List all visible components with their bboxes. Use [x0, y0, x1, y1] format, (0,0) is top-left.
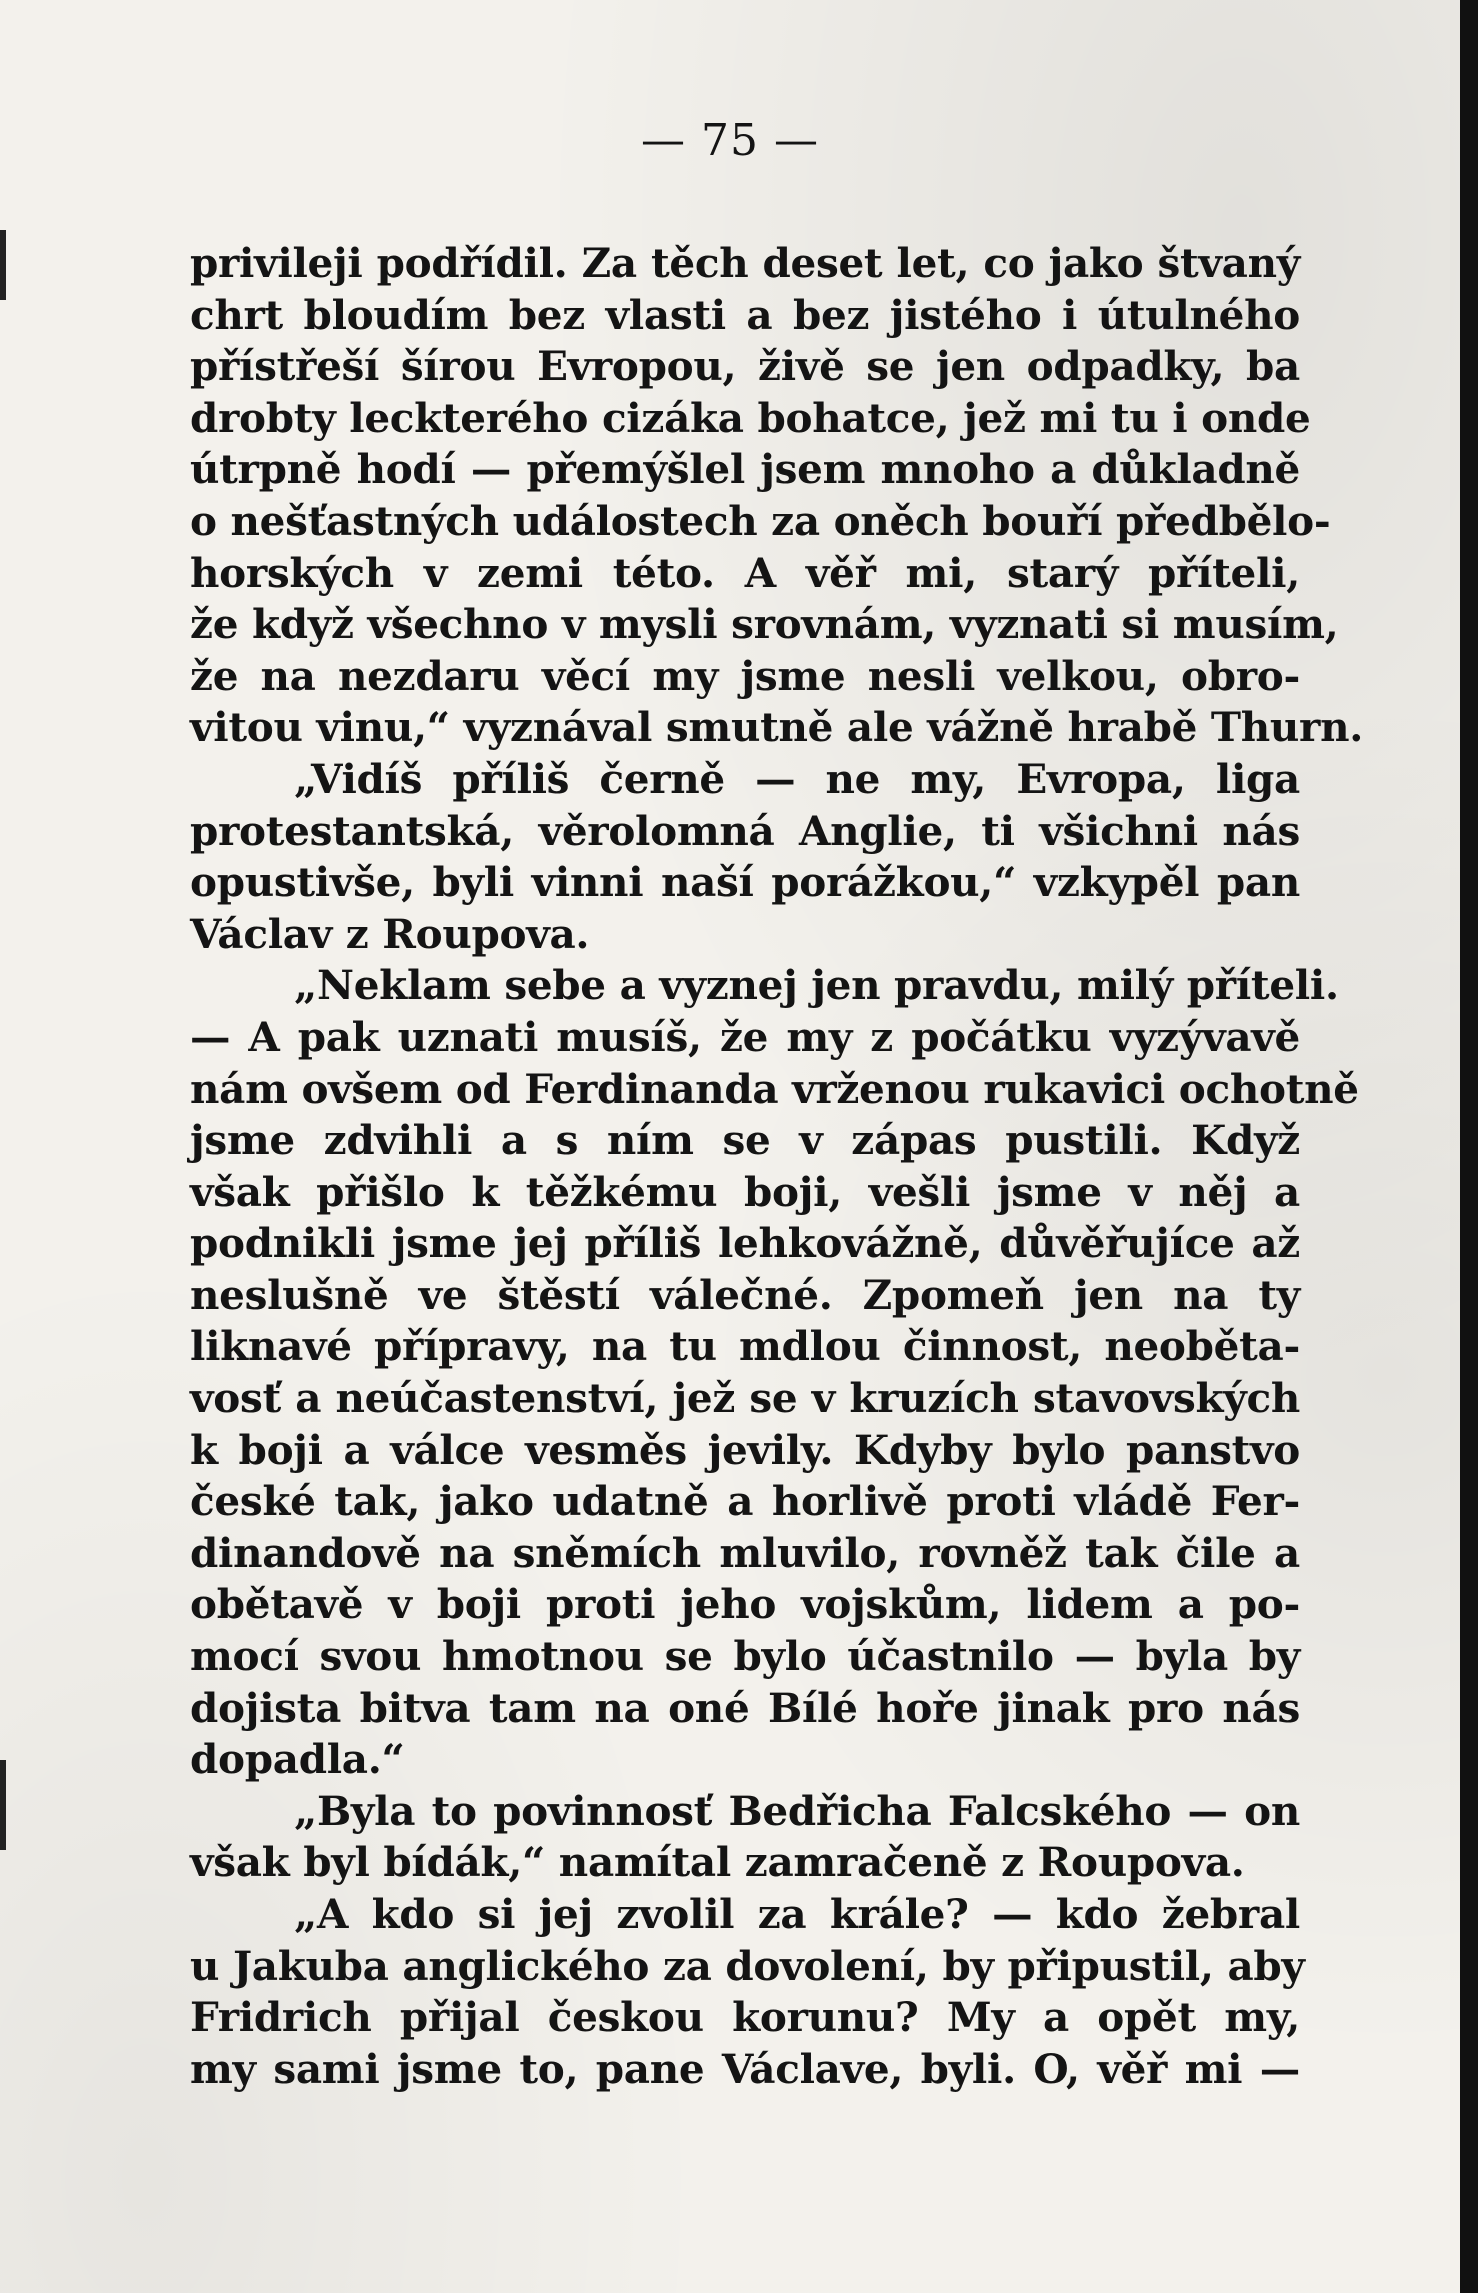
text-line: že když všechno v mysli srovnám, vyznati si musím, [190, 600, 1339, 649]
text-line: protestantská, věrolomná Anglie, ti všichni nás [190, 806, 1300, 855]
text-line: — A pak uznati musíš, že my z počátku vyzývavě [190, 1012, 1300, 1061]
page-number: — 75 — [641, 115, 819, 166]
text-line: Fridrich přijal českou korunu? My a opět my, [190, 1993, 1300, 2042]
text-line: dinandově na sněmích mluvilo, rovněž tak čile a [190, 1528, 1300, 1577]
text-line: jsme zdvihli a s ním se v zápas pustili. Když [190, 1116, 1300, 1165]
text-line: drobty leckterého cizáka bohatce, jež mi tu i onde [190, 393, 1311, 442]
text-line: o nešťastných událostech za oněch bouří předbělo- [190, 496, 1331, 545]
text-line: horských v zemi této. A věř mi, starý příteli, [190, 548, 1300, 597]
left-edge-mark [0, 1760, 6, 1850]
text-line: však byl bídák,“ namítal zamračeně z Roupova. [190, 1838, 1245, 1887]
text-line: mocí svou hmotnou se bylo účastnilo — byla by [190, 1632, 1300, 1681]
text-line: obětavě v boji proti jeho vojskům, lidem a po- [190, 1580, 1300, 1629]
body-text [190, 238, 1364, 2095]
text-line: opustivše, byli vinni naší porážkou,“ vzkypěl pan [190, 858, 1300, 907]
text-line: dopadla.“ [190, 1735, 405, 1784]
text-line: podnikli jsme jej příliš lehkovážně, důvěřujíce až [190, 1219, 1300, 1268]
text-line: liknavé přípravy, na tu mdlou činnost, neoběta- [190, 1322, 1300, 1371]
text-line: vosť a neúčastenství, jež se v kruzích stavovských [190, 1374, 1300, 1423]
text-line: však přišlo k těžkému boji, vešli jsme v něj a [190, 1167, 1300, 1216]
text-line: útrpně hodí — přemýšlel jsem mnoho a důkladně [190, 445, 1300, 494]
text-line: „Neklam sebe a vyznej jen pravdu, milý příteli. [294, 961, 1339, 1010]
text-line: my sami jsme to, pane Václave, byli. O, věř mi — [190, 2044, 1300, 2093]
text-line: „Byla to povinnosť Bedřicha Falcského — on [294, 1786, 1300, 1835]
text-line: české tak, jako udatně a horlivě proti vládě Fer- [190, 1477, 1300, 1526]
text-line: dojista bitva tam na oné Bílé hoře jinak pro nás [190, 1683, 1300, 1732]
scan-edge [1460, 0, 1478, 2293]
text-line: vitou vinu,“ vyznával smutně ale vážně hrabě Thurn. [190, 703, 1364, 752]
text-line: neslušně ve štěstí válečné. Zpomeň jen na ty [190, 1270, 1300, 1319]
text-line: že na nezdaru věcí my jsme nesli velkou, obro- [190, 651, 1300, 700]
text-line: u Jakuba anglického za dovolení, by připustil, aby [190, 1941, 1305, 1990]
text-line: „A kdo si jej zvolil za krále? — kdo žebral [294, 1890, 1300, 1938]
text-line: chrt bloudím bez vlasti a bez jistého i útulného [190, 290, 1300, 339]
text-line: privileji podřídil. Za těch deset let, co jako štvaný [190, 239, 1300, 287]
text-line: k boji a válce vesměs jevily. Kdyby bylo panstvo [190, 1425, 1300, 1474]
text-line: „Vidíš příliš černě — ne my, Evropa, liga [294, 754, 1300, 803]
left-edge-mark [0, 230, 6, 300]
text-line: přístřeší šírou Evropou, živě se jen odpadky, ba [190, 342, 1300, 391]
text-line: Václav z Roupova. [190, 909, 590, 958]
text-line: nám ovšem od Ferdinanda vrženou rukavici ochotně [190, 1064, 1359, 1113]
